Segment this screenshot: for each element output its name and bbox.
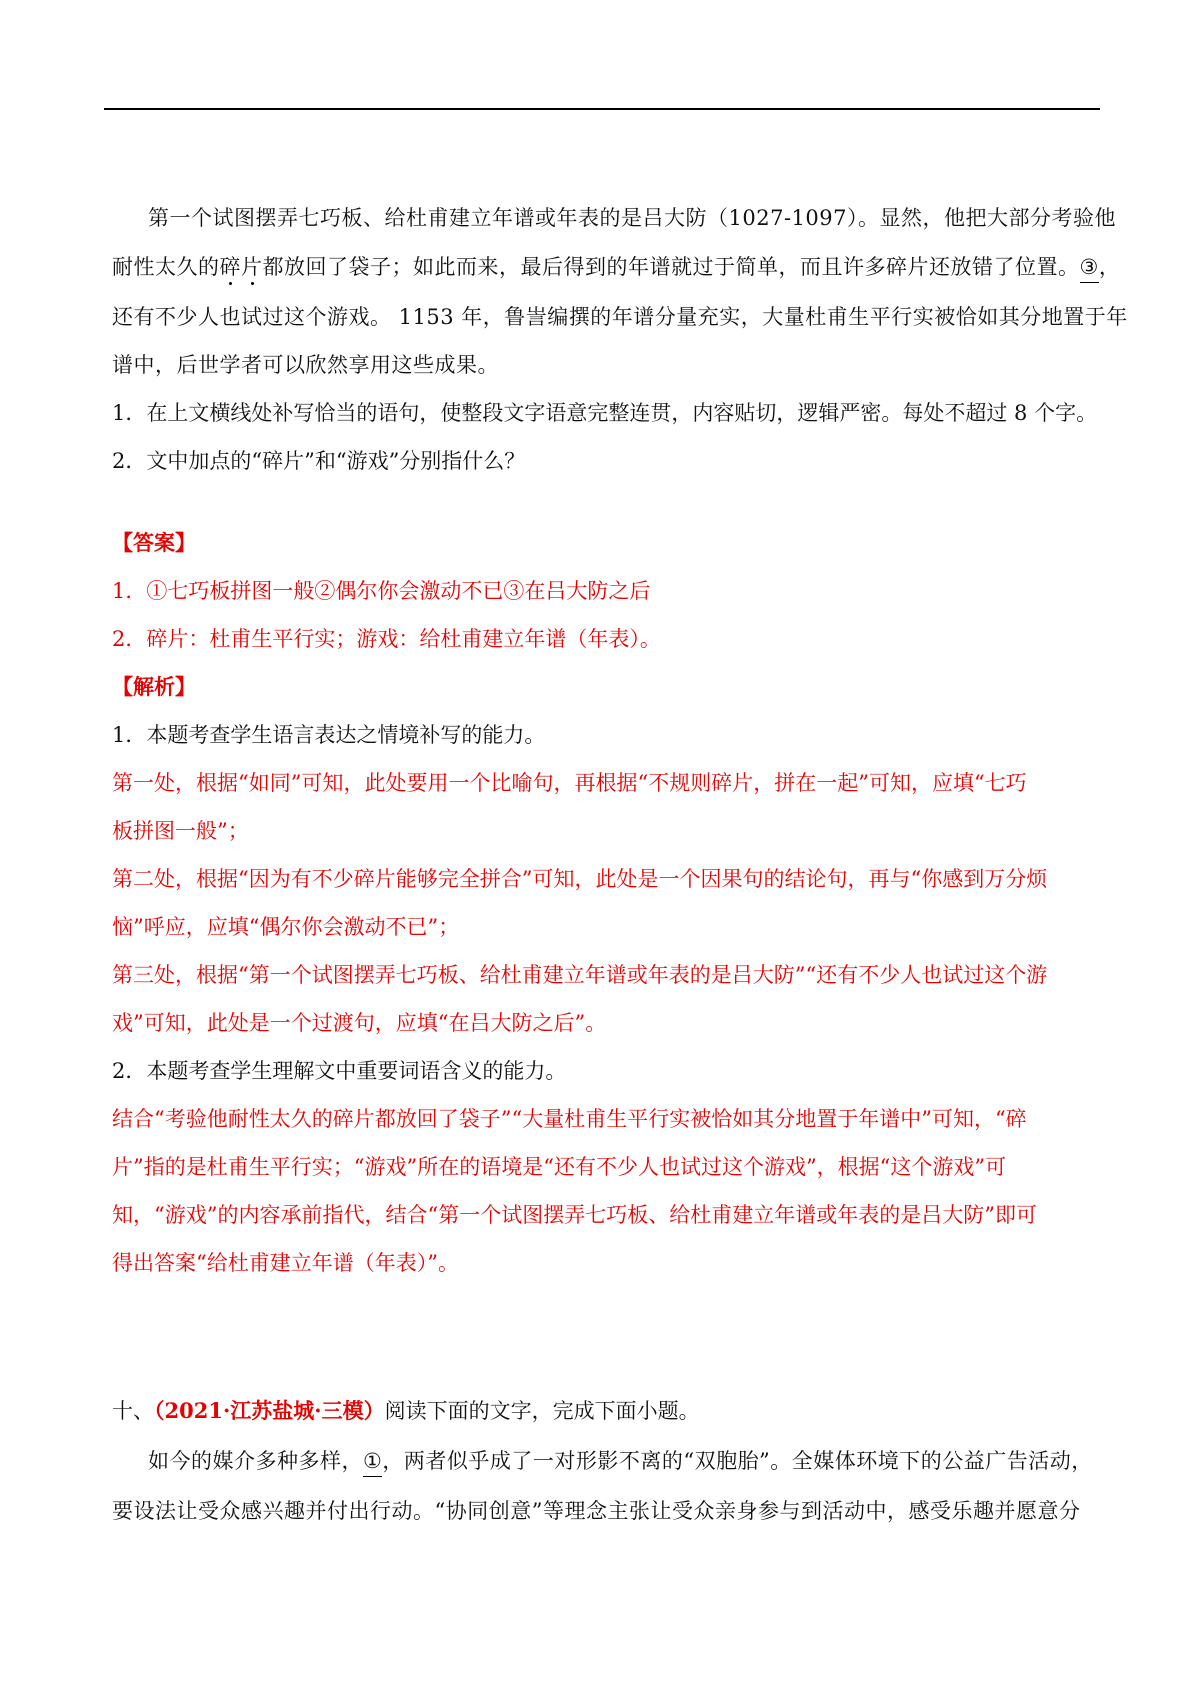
analysis-heading: 【解析】 bbox=[112, 674, 196, 699]
section-instruction: 阅读下面的文字，完成下面小题。 bbox=[384, 1399, 700, 1423]
question-2: 2．文中加点的“碎片”和“游戏”分别指什么？ bbox=[112, 449, 526, 473]
section-10-line-2: 要设法让受众感兴趣并付出行动。“协同创意”等理念主张让受众亲身参与到活动中，感受乐趣并愿意分 bbox=[112, 1499, 1081, 1523]
source-label: （2021·江苏盐城·三模） bbox=[154, 1398, 385, 1423]
analysis-line-5: 恼”呼应，应填“偶尔你会激动不已”； bbox=[112, 915, 460, 939]
passage-line-4: 谱中，后世学者可以欣然享用这些成果。 bbox=[112, 353, 499, 377]
passage-text: 耐性太久的 bbox=[112, 255, 220, 279]
passage-text: 都放回了袋子；如此而来，最后得到的年谱就过于简单，而且许多碎片还放错了位置。 bbox=[262, 255, 1080, 279]
analysis-line-2: 第一处，根据“如同”可知，此处要用一个比喻句，再根据“不规则碎片，拼在一起”可知，应填“七巧 bbox=[112, 771, 1027, 795]
section-10-line-1 bbox=[148, 1446, 1138, 1477]
dotted-char: 碎 bbox=[219, 255, 241, 279]
analysis-line-7: 戏”可知，此处是一个过渡句，应填“在吕大防之后”。 bbox=[112, 1011, 607, 1035]
analysis-line-3: 板拼图一般”； bbox=[112, 819, 249, 843]
section-10-heading bbox=[112, 1396, 1102, 1426]
analysis-line-10: 片”指的是杜甫生平行实；“游戏”所在的语境是“还有不少人也试过这个游戏”，根据“这个游戏”可 bbox=[112, 1155, 1007, 1179]
dotted-char: 片 bbox=[241, 255, 263, 279]
analysis-line-11: 知，“游戏”的内容承前指代，结合“第一个试图摆弄七巧板、给杜甫建立年谱或年表的是吕大防”即可 bbox=[112, 1203, 1037, 1227]
analysis-line-8: 2．本题考查学生理解文中重要词语含义的能力。 bbox=[112, 1059, 567, 1083]
question-1: 1．在上文横线处补写恰当的语句，使整段文字语意完整连贯，内容贴切，逻辑严密。每处不超过 8 个字。 bbox=[112, 401, 1098, 425]
answer-1: 1．①七巧板拼图一般②偶尔你会激动不已③在吕大防之后 bbox=[112, 579, 651, 603]
answer-heading: 【答案】 bbox=[112, 530, 196, 555]
header-rule bbox=[104, 108, 1100, 110]
analysis-line-6: 第三处，根据“第一个试图摆弄七巧板、给杜甫建立年谱或年表的是吕大防”“还有不少人也试过这个游 bbox=[112, 963, 1048, 987]
passage-line-1: 第一个试图摆弄七巧板、给杜甫建立年谱或年表的是吕大防（1027-1097）。显然，他把大部分考验他 bbox=[148, 206, 1116, 230]
answer-2: 2．碎片：杜甫生平行实；游戏：给杜甫建立年谱（年表）。 bbox=[112, 627, 661, 651]
passage-line-2 bbox=[112, 252, 1121, 283]
passage-text: 如今的媒介多种多样， bbox=[148, 1449, 363, 1473]
analysis-line-9: 结合“考验他耐性太久的碎片都放回了袋子”“大量杜甫生平行实被恰如其分地置于年谱中”可知，“碎 bbox=[112, 1107, 1027, 1131]
passage-text: ， bbox=[1098, 255, 1121, 279]
fill-blank-3: ③ bbox=[1080, 252, 1099, 283]
fill-blank-1: ① bbox=[363, 1446, 382, 1477]
passage-line-3: 还有不少人也试过这个游戏。 1153 年，鲁訔编撰的年谱分量充实，大量杜甫生平行实被恰如其分地置于年 bbox=[112, 305, 1128, 329]
passage-text: ，两者似乎成了一对形影不离的“双胞胎”。全媒体环境下的公益广告活动， bbox=[382, 1449, 1093, 1473]
section-number: 十、 bbox=[112, 1399, 154, 1423]
analysis-line-1: 1．本题考查学生语言表达之情境补写的能力。 bbox=[112, 723, 546, 747]
analysis-line-12: 得出答案“给杜甫建立年谱（年表）”。 bbox=[112, 1251, 459, 1275]
analysis-line-4: 第二处，根据“因为有不少碎片能够完全拼合”可知，此处是一个因果句的结论句，再与“你感到万分烦 bbox=[112, 867, 1048, 891]
